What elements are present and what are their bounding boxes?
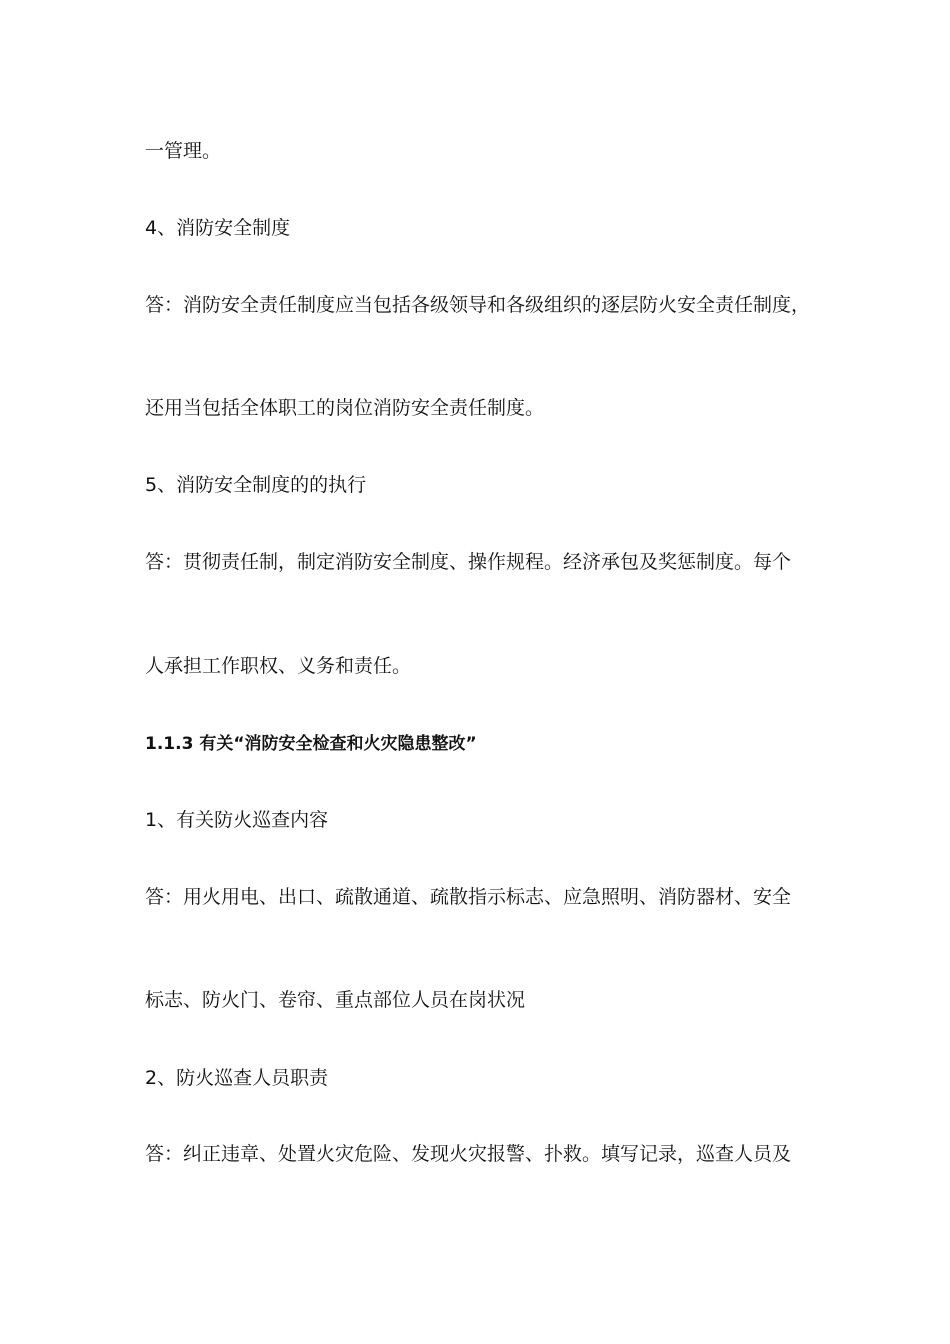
answer-line: 还用当包括全体职工的岗位消防安全责任制度。 <box>145 397 545 419</box>
answer-line: 标志、防火门、卷帘、重点部位人员在岗状况 <box>145 989 526 1011</box>
section-item-4: 4、消防安全制度 <box>145 217 291 239</box>
answer-line: 答：消防安全责任制度应当包括各级领导和各级组织的逐层防火安全责任制度， <box>145 294 811 316</box>
text-line: 一管理。 <box>145 140 222 162</box>
section-heading: 1.1.3 有关“消防安全检查和火灾隐患整改” <box>145 734 477 754</box>
answer-line: 答：纠正违章、处置火灾危险、发现火灾报警、扑救。填写记录，巡查人员及 <box>145 1143 792 1165</box>
section-item-2: 2、防火巡查人员职责 <box>145 1067 329 1089</box>
section-item-5: 5、消防安全制度的的执行 <box>145 474 367 496</box>
answer-line: 答：贯彻责任制，制定消防安全制度、操作规程。经济承包及奖惩制度。每个 <box>145 551 792 573</box>
section-item-1: 1、有关防火巡查内容 <box>145 809 329 831</box>
answer-line: 人承担工作职权、义务和责任。 <box>145 655 412 677</box>
answer-line: 答：用火用电、出口、疏散通道、疏散指示标志、应急照明、消防器材、安全 <box>145 886 792 908</box>
